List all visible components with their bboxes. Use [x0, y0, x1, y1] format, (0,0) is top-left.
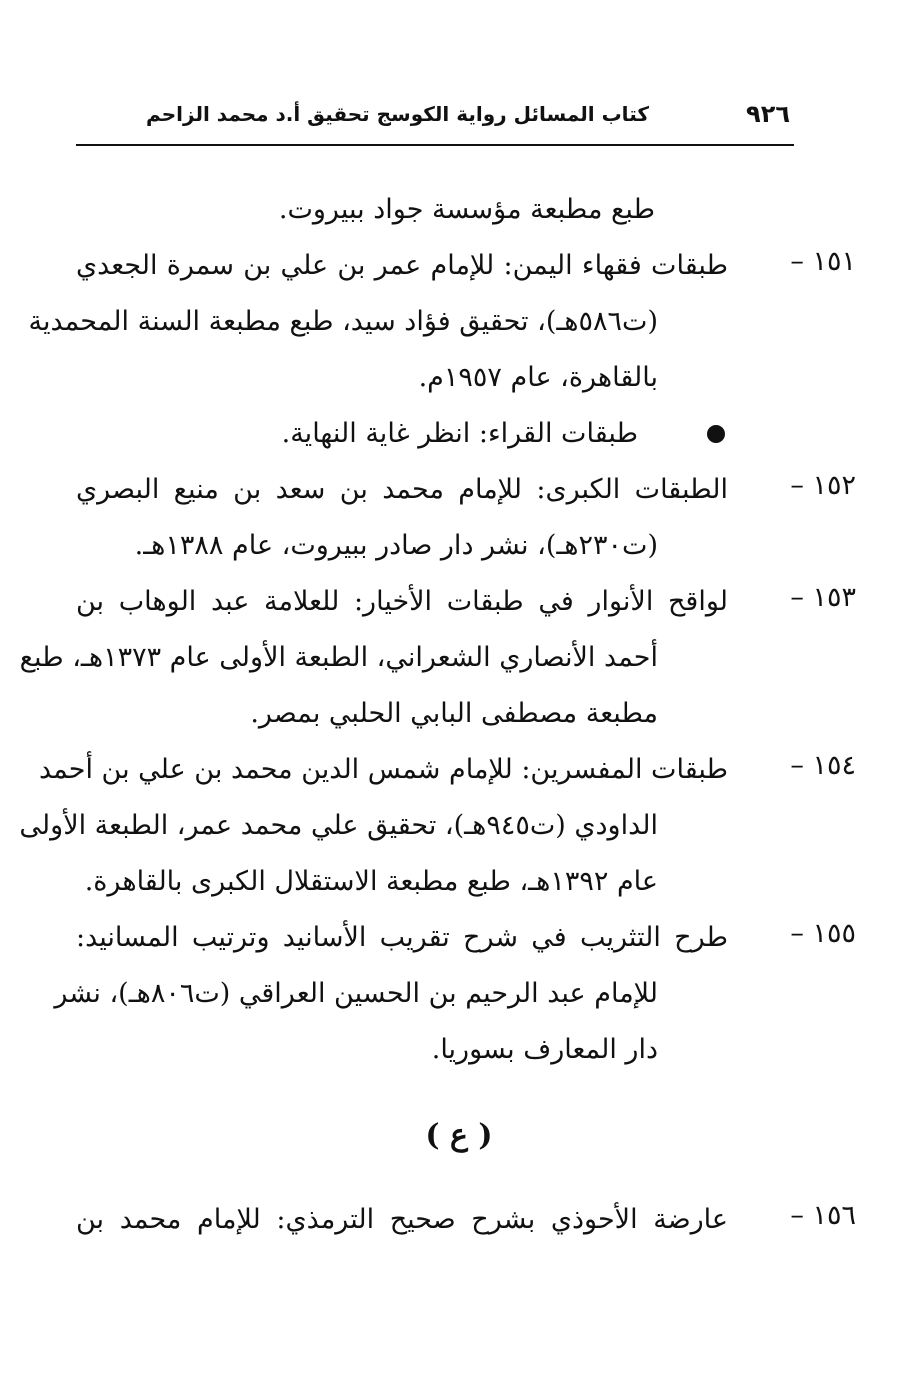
entry-line: عارضة الأحوذي بشرح صحيح الترمذي: للإمام محمد بن [76, 1204, 728, 1235]
entry-line: للإمام عبد الرحيم بن الحسين العراقي (ت٨٠٦هـ)، نشر [54, 978, 658, 1009]
entry-line: (ت٥٨٦هـ)، تحقيق فؤاد سيد، طبع مطبعة السنة المحمدية [28, 306, 658, 337]
entry-number: ١٥٦ – [790, 1200, 856, 1231]
entry-line: طرح التثريب في شرح تقريب الأسانيد وترتيب المسانيد: [76, 922, 728, 953]
entry-line: عام ١٣٩٢هـ، طبع مطبعة الاستقلال الكبرى بالقاهرة. [84, 866, 658, 897]
bullet-line: طبقات القراء: انظر غاية النهاية. [281, 418, 638, 449]
running-title: كتاب المسائل رواية الكوسج تحقيق أ.د محمد الزاحم [146, 102, 649, 126]
entry-line: (ت٢٣٠هـ)، نشر دار صادر ببيروت، عام ١٣٨٨هـ. [134, 530, 658, 561]
page-number: ٩٢٦ [746, 100, 790, 128]
continuation-line: طبع مطبعة مؤسسة جواد ببيروت. [278, 194, 655, 225]
entry-line: دار المعارف بسوريا. [431, 1034, 658, 1065]
entry-line: لواقح الأنوار في طبقات الأخيار: للعلامة عبد الوهاب بن [76, 586, 728, 617]
entry-number: ١٥٣ – [790, 582, 856, 613]
entry-line: مطبعة مصطفى البابي الحلبي بمصر. [250, 698, 658, 729]
entry-number: ١٥٤ – [790, 750, 856, 781]
entry-number: ١٥٢ – [790, 470, 856, 501]
bullet-icon [707, 425, 725, 443]
entry-line: الطبقات الكبرى: للإمام محمد بن سعد بن منيع البصري [76, 474, 728, 505]
header-rule [76, 144, 794, 146]
entry-line: طبقات المفسرين: للإمام شمس الدين محمد بن علي بن أحمد [38, 754, 728, 785]
entry-line: طبقات فقهاء اليمن: للإمام عمر بن علي بن سمرة الجعدي [76, 250, 728, 281]
entry-line: الداودي (ت٩٤٥هـ)، تحقيق علي محمد عمر، الطبعة الأولى [19, 810, 658, 841]
entry-line: أحمد الأنصاري الشعراني، الطبعة الأولى عام ١٣٧٣هـ، طبع [19, 642, 658, 673]
running-header [76, 96, 794, 140]
entry-line: بالقاهرة، عام ١٩٥٧م. [418, 362, 658, 393]
section-letter: ( ع ) [425, 1118, 493, 1153]
entry-number: ١٥٥ – [790, 918, 856, 949]
entry-number: ١٥١ – [790, 246, 856, 277]
